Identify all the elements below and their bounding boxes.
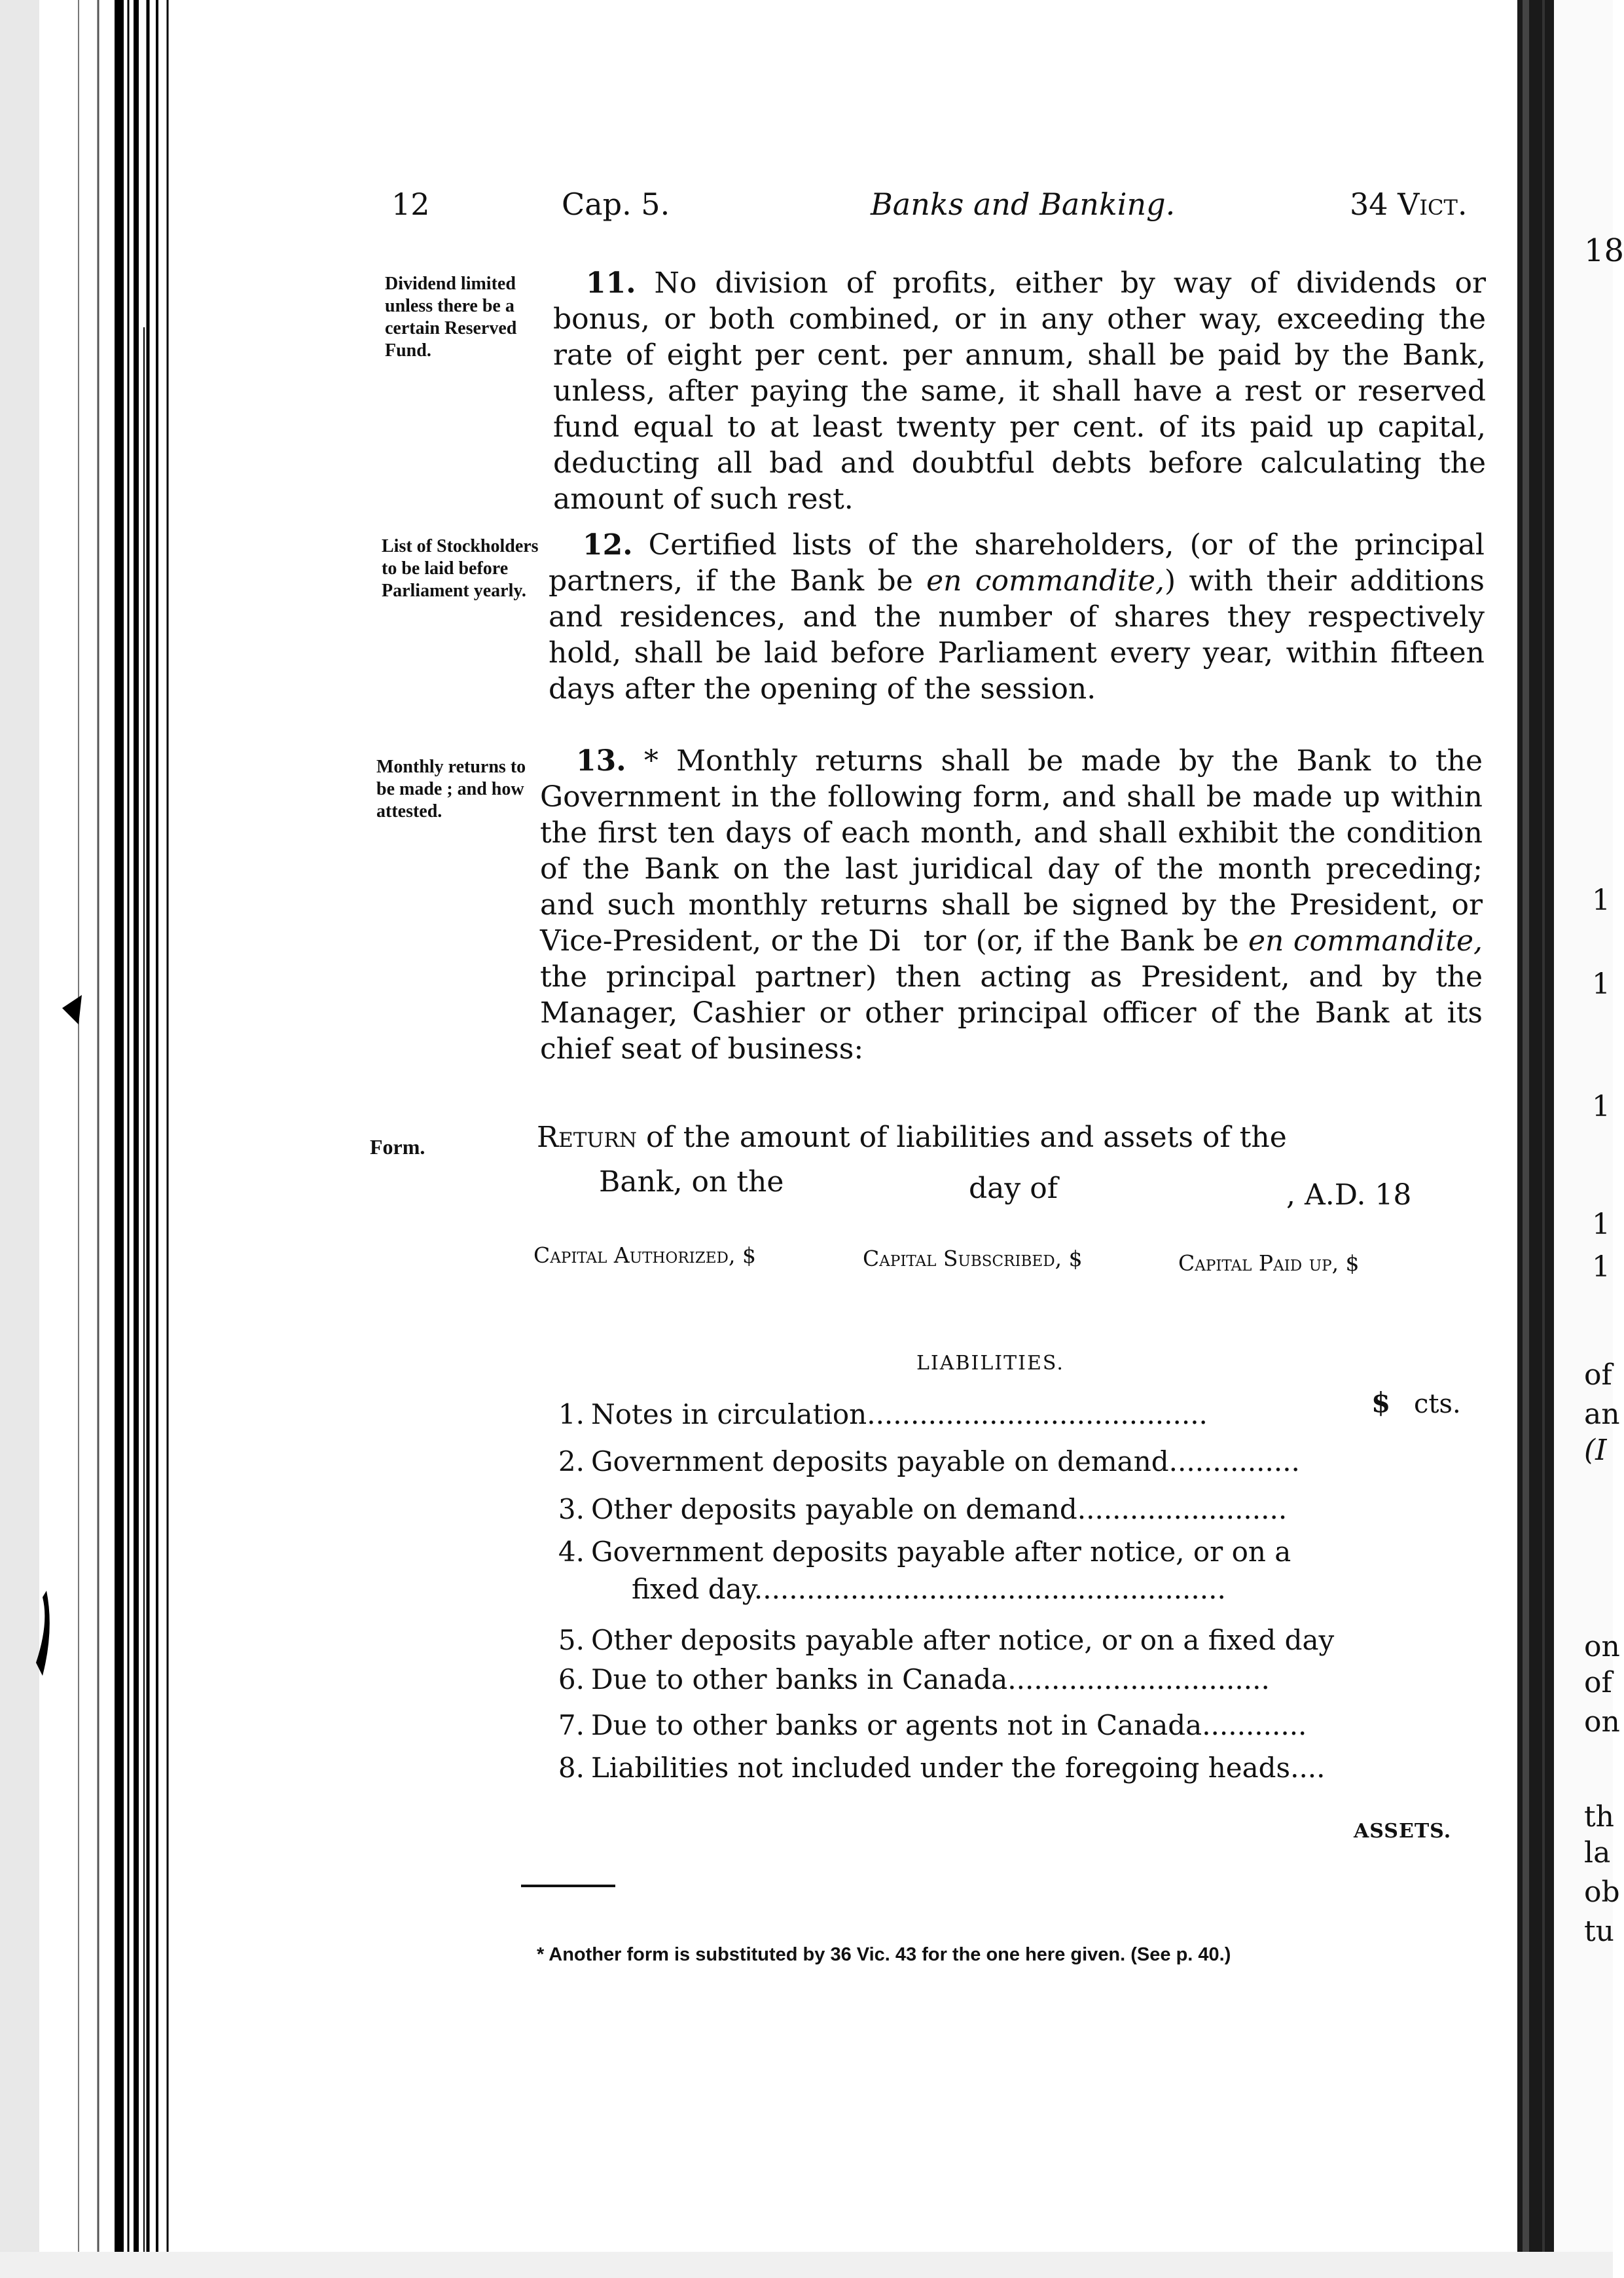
section-12 <box>549 527 1485 707</box>
next-page-fragment: 1 <box>1592 1250 1610 1284</box>
section-text: ) with their additions and residences, and the number of shares they respectively hold, shall be laid before Parliament every year, within fifteen days after the opening of the session. <box>549 564 1485 706</box>
liability-text: Notes in circulation....................................... <box>591 1398 1208 1430</box>
liability-text: Other deposits payable on demand........................ <box>591 1493 1288 1525</box>
running-title: Banks and Banking. <box>871 187 1176 222</box>
liability-number: 6. <box>558 1663 585 1695</box>
liability-number: 3. <box>558 1493 585 1525</box>
next-page-fragment: th <box>1584 1800 1615 1834</box>
next-page-fragment: 1 <box>1592 1208 1610 1241</box>
next-page-fragment: 1 <box>1592 884 1610 917</box>
next-page-fragment: tu <box>1584 1915 1615 1948</box>
chapter-number: Cap. 5. <box>562 187 670 222</box>
return-word: Return <box>537 1121 638 1154</box>
liability-row <box>547 1535 1291 1569</box>
regnal-year: 34 Vict. <box>1350 187 1468 222</box>
section-text: the principal partner) then acting as President, and by the Manager, Cashier or other principal officer of the Bank at its chief seat of business: <box>540 960 1483 1066</box>
next-page-fragment: ob <box>1584 1875 1620 1909</box>
next-page-fragment: (I <box>1584 1434 1607 1467</box>
next-page-fragment: an <box>1584 1398 1620 1431</box>
liability-row <box>547 1708 1307 1743</box>
liability-text: fixed day...................................................... <box>632 1573 1226 1605</box>
next-page-fragment: on <box>1584 1630 1620 1663</box>
liability-number: 2. <box>558 1445 585 1477</box>
section-text-italic: en commandite, <box>1248 924 1483 958</box>
section-11 <box>553 265 1486 517</box>
liability-number: 4. <box>558 1536 585 1568</box>
liability-text: Government deposits payable on demand............... <box>591 1445 1300 1477</box>
return-heading-line1 <box>537 1121 1287 1154</box>
next-page-fragment: of <box>1584 1358 1612 1392</box>
next-page-fragment: 18 <box>1584 232 1624 269</box>
section-text-italic: en commandite, <box>926 564 1164 598</box>
return-line-text: of the amount of liabilities and assets of the <box>646 1121 1287 1154</box>
page-number: 12 <box>391 187 430 222</box>
assets-heading: ASSETS. <box>1354 1820 1452 1843</box>
section-13 <box>540 743 1483 1067</box>
next-page-fragment: 1 <box>1592 967 1610 1001</box>
liability-row <box>547 1623 1334 1657</box>
liability-number: 7. <box>558 1709 585 1741</box>
liability-row <box>547 1445 1300 1479</box>
liabilities-heading: LIABILITIES. <box>916 1352 1064 1375</box>
liability-text: Government deposits payable after notice, or on a <box>591 1536 1291 1568</box>
cents-column-header: cts. <box>1414 1389 1461 1419</box>
liability-text: Due to other banks or agents not in Canada............ <box>591 1709 1307 1741</box>
margin-note-stockholders: List of Stockholders to be laid before Parliament yearly. <box>382 536 539 601</box>
liability-text: Due to other banks in Canada.............................. <box>591 1663 1270 1695</box>
section-text: Certified lists of the shareholders, (or of the principal partners, if the Bank be <box>549 528 1485 598</box>
liability-number: 1. <box>558 1398 585 1430</box>
liability-row <box>547 1572 1226 1606</box>
capital-subscribed: Capital Subscribed, $ <box>863 1246 1083 1271</box>
liability-number: 8. <box>558 1752 585 1784</box>
next-page-fragment: on <box>1584 1705 1620 1739</box>
next-page-fragment: of <box>1584 1666 1612 1699</box>
liability-text: Liabilities not included under the foregoing heads.... <box>591 1752 1326 1784</box>
section-text: No division of profits, either by way of dividends or bonus, or both combined, or in any other way, exceeding the rate of eight per cent. per annum, shall be paid by the Bank, unless, after paying the same, it shall have a rest or reserved fund equal to at least twenty per cent. of its paid up capital, deducting all bad and doubtful debts before calculating the amount of such rest. <box>553 266 1486 516</box>
margin-note-dividend: Dividend limited unless there be a certain Reserved Fund. <box>385 274 517 361</box>
capital-paid-up: Capital Paid up, $ <box>1178 1250 1360 1276</box>
section-number: 12. <box>583 528 633 562</box>
liability-text: Other deposits payable after notice, or on a fixed day <box>591 1624 1335 1656</box>
footnote: * Another form is substituted by 36 Vic. 43 for the one here given. (See p. 40.) <box>537 1944 1231 1965</box>
next-page-fragment: la <box>1584 1836 1611 1870</box>
liability-row <box>547 1492 1287 1527</box>
section-number: 13. <box>576 744 626 778</box>
section-text: * Monthly returns shall be made by the Bank to the Government in the following form, and shall be made up within the first ten days of each month, and shall exhibit the condition of the Bank on the last juridical day of the month preceding; and such monthly returns shall be signed by the President, or Vice-President, or the Di tor (or, if the Bank be <box>540 744 1483 958</box>
capital-authorized: Capital Authorized, $ <box>533 1242 756 1268</box>
return-bank-label: Bank, on the <box>599 1165 784 1199</box>
margin-note-monthly-returns: Monthly returns to be made ; and how attested. <box>376 757 526 822</box>
return-day-label: day of <box>969 1172 1058 1205</box>
liability-row <box>547 1663 1270 1697</box>
liability-number: 5. <box>558 1624 585 1656</box>
dollars-column-header: $ <box>1371 1386 1391 1419</box>
next-page-fragment: 1 <box>1592 1090 1610 1123</box>
liability-row <box>547 1751 1326 1785</box>
margin-note-form: Form. <box>370 1135 425 1159</box>
liability-row <box>547 1398 1208 1432</box>
return-ad-label: , A.D. 18 <box>1286 1178 1412 1212</box>
section-number: 11. <box>586 266 636 300</box>
